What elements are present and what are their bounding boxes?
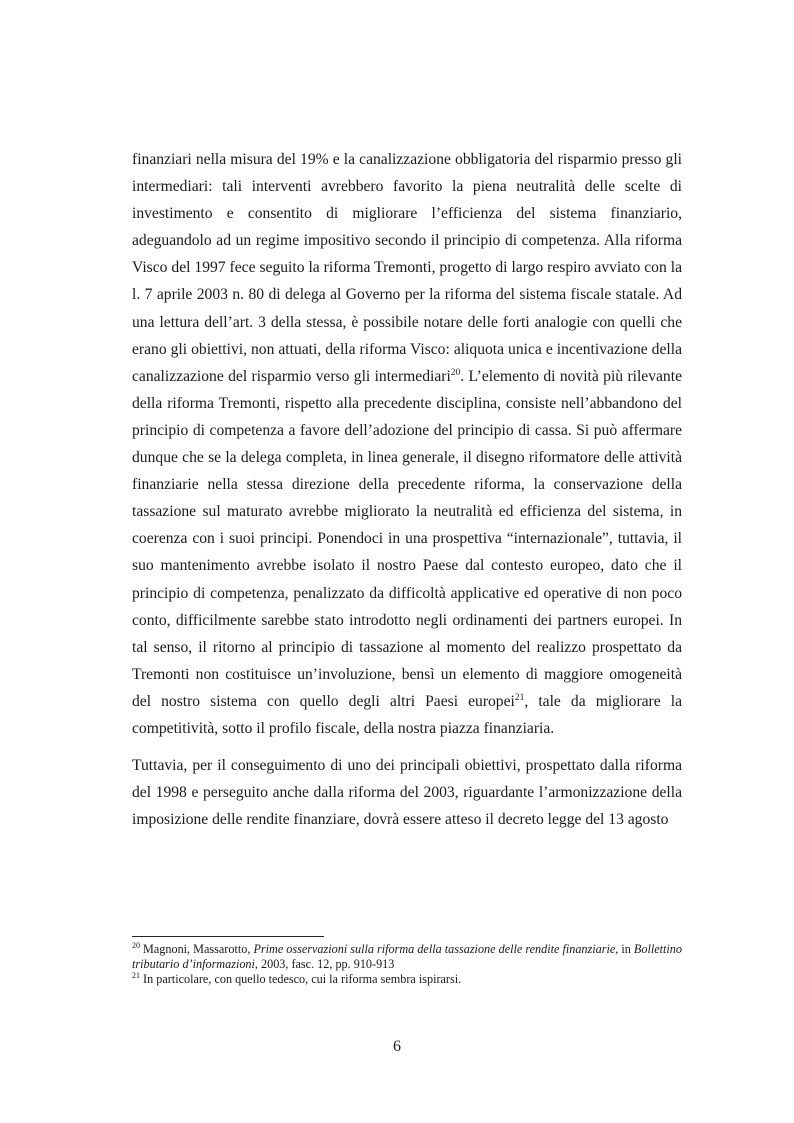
body-text	[132, 146, 682, 833]
footnotes	[132, 942, 682, 988]
footnote-20: $^{20}$ Magnoni, Massarotto, Prime osservazioni sulla riforma della tassazione delle rendite finanziarie, in Bollettino tributario d’informazioni, 2003, fasc. 12, pp. 910-913	[132, 940, 682, 972]
footnote-ref-21[interactable]: 21	[514, 692, 525, 703]
paragraph-1: finanziari nella misura del 19% e la canalizzazione obbligatoria del risparmio presso gli intermediari: tali interventi avrebbero favorito la piena neutralità delle scelte di investimento e consentito di migliorare l’efficienza del sistema finanziario, adeguandolo ad un regime impositivo secondo il principio di competenza. Alla riforma Visco del 1997 fece seguito la riforma Tremonti, progetto di largo respiro avviato con la l. 7 aprile 2003 n. 80 di delega al Governo per la riforma del sistema fiscale statale. Ad una lettura dell’art. 3 della stessa, è possibile notare delle forti analogie con quelli che erano gli obiettivi, non attuati, della riforma Visco: aliquota unica e incentivazione della canalizzazione del risparmio verso gli intermediari$^{20}$. L’elemento di novità più rilevante della riforma Tremonti, rispetto alla precedente disciplina, consiste nell’abbandono del principio di competenza a favore dell’adozione del principio di cassa. Si può affermare dunque che se la delega completa, in linea generale, il disegno riformatore delle attività finanziarie nella stessa direzione della precedente riforma, la conservazione della tassazione sul maturato avrebbe migliorato la neutralità ed efficienza del sistema, in coerenza con i suoi principi. Ponendoci in una prospettiva “internazionale”, tuttavia, il suo mantenimento avrebbe isolato il nostro Paese dal contesto europeo, dato che il principio di competenza, penalizzato da difficoltà applicative ed operative di non poco conto, difficilmente sarebbe stato introdotto negli ordinamenti dei partners europei. In tal senso, il ritorno al principio di tassazione al momento del realizzo prospettato da Tremonti non costituisce un’involuzione, bensì un elemento di maggiore omogeneità del nostro sistema con quello degli altri Paesi europei$^{21}$, tale da migliorare la competitività, sotto il profilo fiscale, della nostra piazza finanziaria.	[132, 151, 682, 737]
footnote-ref-20[interactable]: 20	[450, 367, 461, 378]
paragraph-2: Tuttavia, per il conseguimento di uno dei principali obiettivi, prospettato dalla riforma del 1998 e perseguito anche dalla riforma del 2003, riguardante l’armonizzazione della imposizione delle rendite finanziare, dovrà essere atteso il decreto legge del 13 agosto	[132, 757, 682, 829]
page-number: 6	[393, 1038, 401, 1055]
footnote-separator	[132, 936, 324, 937]
footnote-20-title: Prime osservazioni sulla riforma della tassazione delle rendite finanziarie,	[253, 942, 619, 956]
footnote-20-journal: Bollettino tributario d’informazioni	[132, 942, 682, 972]
footnote-21: $^{21}$ In particolare, con quello tedesco, cui la riforma sembra ispirarsi.	[132, 971, 462, 987]
